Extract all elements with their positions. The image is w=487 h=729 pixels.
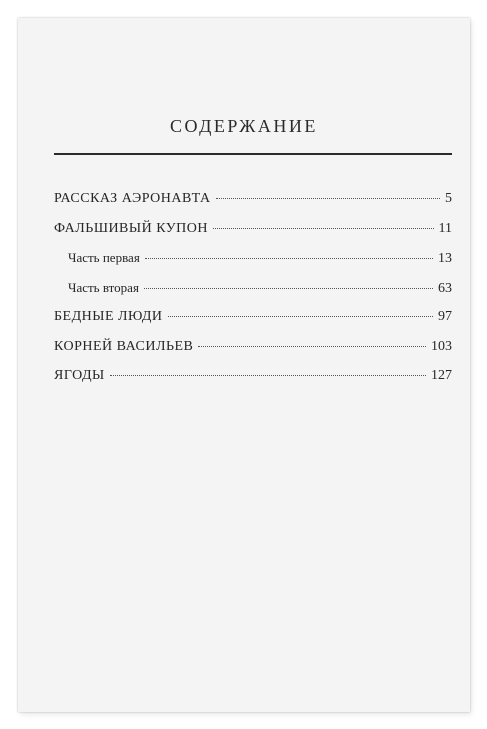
page-title: СОДЕРЖАНИЕ bbox=[170, 116, 318, 136]
toc-entry-title: Часть первая bbox=[68, 250, 140, 265]
toc-entry-title: РАССКАЗ АЭРОНАВТА bbox=[54, 191, 211, 206]
toc-entry-page: 103 bbox=[431, 338, 452, 354]
toc-entry-title: ФАЛЬШИВЫЙ КУПОН bbox=[54, 220, 209, 236]
dot-leader bbox=[168, 316, 433, 317]
dot-leader bbox=[144, 288, 433, 289]
dot-leader bbox=[110, 375, 426, 376]
toc-entry-page: 5 bbox=[445, 191, 452, 206]
toc-entry-chast-vtoraya bbox=[54, 273, 452, 303]
toc-entry-korney-vasilyev bbox=[54, 332, 452, 362]
dot-leader bbox=[145, 258, 433, 259]
toc-entry-chast-pervaya bbox=[54, 243, 452, 273]
toc-entry-page: 63 bbox=[438, 280, 452, 296]
toc-entry-title: КОРНЕЙ ВАСИЛЬЕВ bbox=[54, 338, 194, 354]
dot-leader bbox=[213, 228, 434, 229]
book-page bbox=[18, 18, 470, 712]
toc-entry-falshivyy-kupon bbox=[54, 214, 452, 244]
toc-entry-rasskaz-aeronavta bbox=[54, 184, 452, 214]
toc-entry-title: ЯГОДЫ bbox=[54, 368, 105, 383]
toc-entry-title: БЕДНЫЕ ЛЮДИ bbox=[54, 309, 163, 324]
dot-leader bbox=[198, 346, 426, 347]
title-rule bbox=[54, 153, 452, 155]
toc-entry-bednye-lyudi bbox=[54, 302, 452, 332]
toc-entry-page: 127 bbox=[431, 368, 452, 383]
toc-entry-yagody bbox=[54, 361, 452, 391]
dot-leader bbox=[216, 198, 440, 199]
table-of-contents bbox=[54, 184, 452, 391]
toc-entry-page: 11 bbox=[438, 220, 452, 236]
toc-entry-page: 13 bbox=[438, 251, 452, 266]
toc-entry-page: 97 bbox=[438, 309, 452, 324]
toc-entry-title: Часть вторая bbox=[68, 279, 139, 295]
